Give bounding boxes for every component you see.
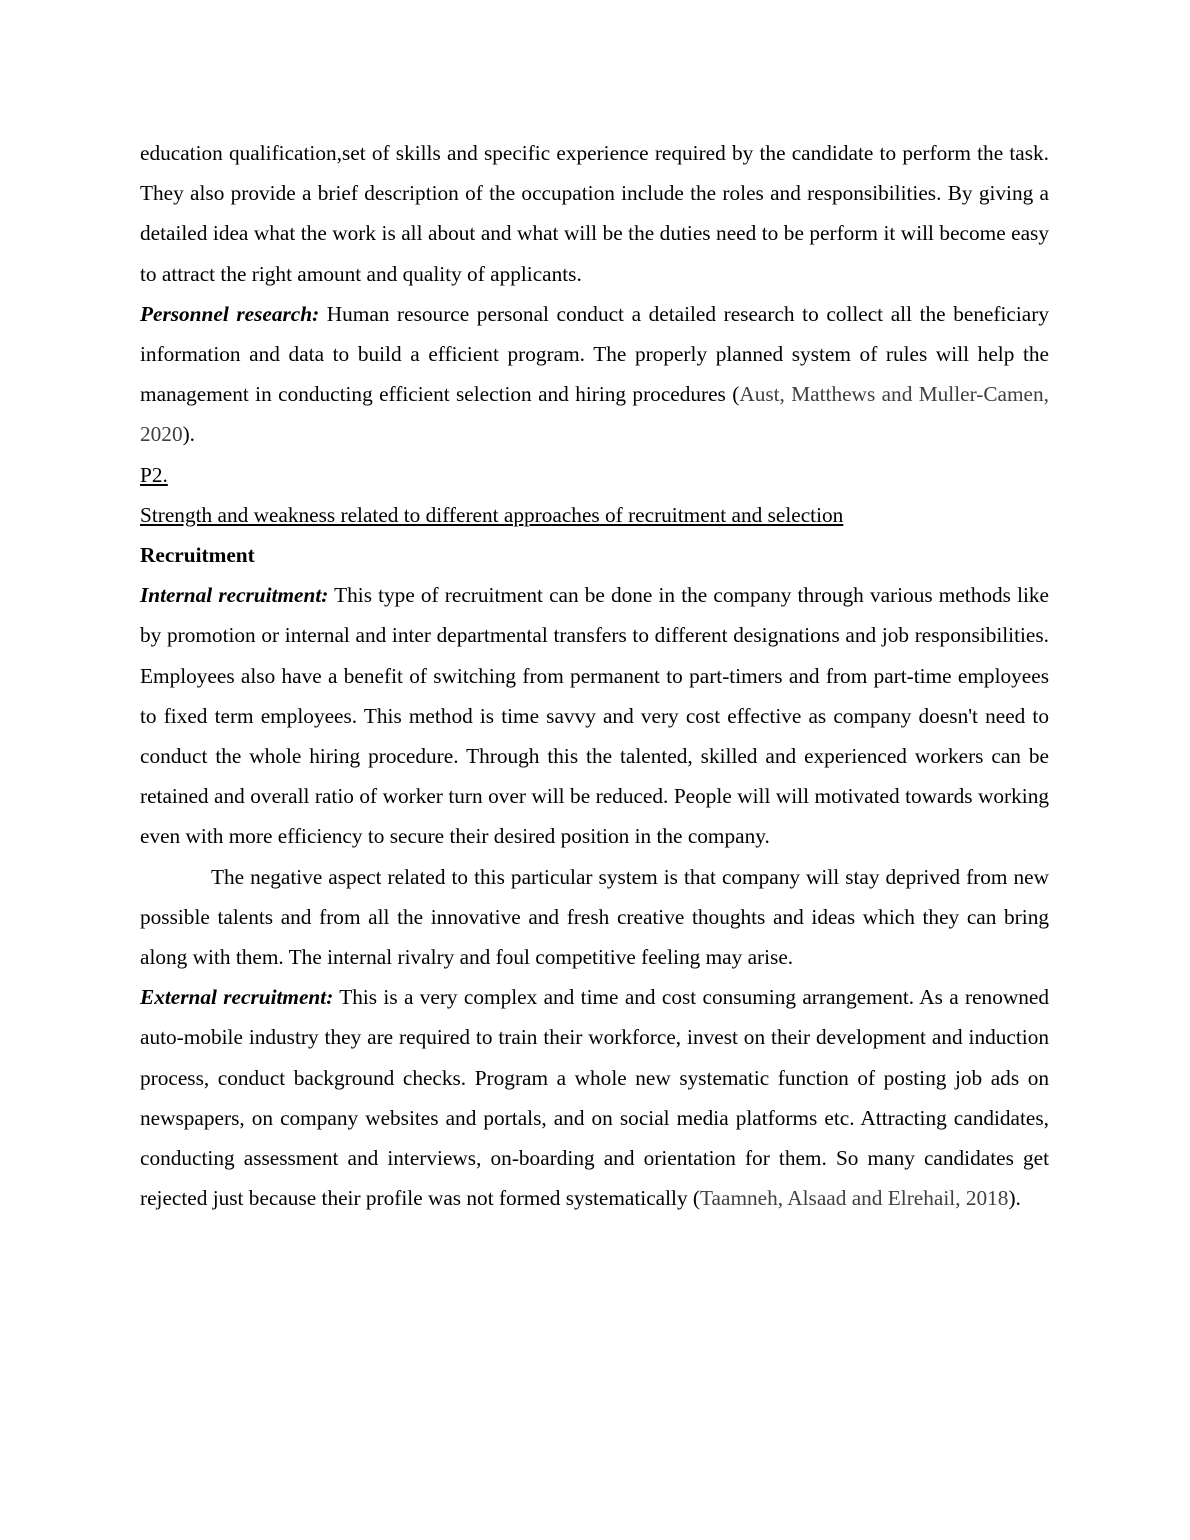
section-label: P2.: [140, 462, 168, 487]
document-page: [140, 133, 1049, 1218]
paragraph-text: Human resource personal conduct a detailed research to collect all the beneficiary information and data to build a efficient program. The properly planned system of rules will help the management in conducting efficient selection and hiring procedures (: [140, 301, 1049, 407]
section-title: Strength and weakness related to different approaches of recruitment and selection: [140, 502, 844, 527]
paragraph-text: This is a very complex and time and cost consuming arrangement. As a renowned auto-mobile industry they are required to train their workforce, invest on their development and induction process, conduct background checks. Program a whole new systematic function of posting job ads on newspapers, on company websites and portals, and on social media platforms etc. Attracting candidates, conducting assessment and interviews, on-boarding and orientation for them. So many candidates get rejected just because their profile was not formed systematically (: [140, 985, 1049, 1211]
paragraph-negative-aspect: [140, 857, 1049, 978]
paragraph-tail: ).: [182, 422, 196, 447]
paragraph-internal-recruitment: [140, 575, 1049, 856]
paragraph-text: The negative aspect related to this particular system is that company will stay deprived from new possible talents and from all the innovative and fresh creative thoughts and ideas which they can bring along with them. The internal rivalry and foul competitive feeling may arise.: [140, 864, 1049, 970]
paragraph-personnel-research: [140, 294, 1049, 455]
lead-term-personnel-research: Personnel research:: [140, 301, 320, 326]
paragraph-external-recruitment: [140, 977, 1049, 1218]
lead-term-internal-recruitment: Internal recruitment:: [140, 583, 329, 608]
lead-term-external-recruitment: External recruitment:: [140, 985, 334, 1010]
citation: Aust, Matthews and Muller-Camen, 2020: [140, 382, 1049, 447]
paragraph-job-description: [140, 133, 1049, 294]
paragraph-text: This type of recruitment can be done in the company through various methods like by promotion or internal and inter departmental transfers to different designations and job responsibilities. Employees also have a benefit of switching from permanent to part-timers and from part-time employees to fixed term employees. This method is time savvy and very cost effective as company doesn't need to conduct the whole hiring procedure. Through this the talented, skilled and experienced workers can be retained and overall ratio of worker turn over will be reduced. People will will motivated towards working even with more efficiency to secure their desired position in the company.: [140, 583, 1050, 849]
citation: Taamneh, Alsaad and Elrehail, 2018: [700, 1186, 1009, 1211]
paragraph-text: education qualification,set of skills and specific experience required by the candidate to perform the task. They also provide a brief description of the occupation include the roles and responsibilities. By giving a detailed idea what the work is all about and what will be the duties need to be perform it will become easy to attract the right amount and quality of applicants.: [140, 141, 1049, 286]
subheading-recruitment: Recruitment: [140, 543, 255, 568]
paragraph-tail: ).: [1008, 1186, 1021, 1211]
